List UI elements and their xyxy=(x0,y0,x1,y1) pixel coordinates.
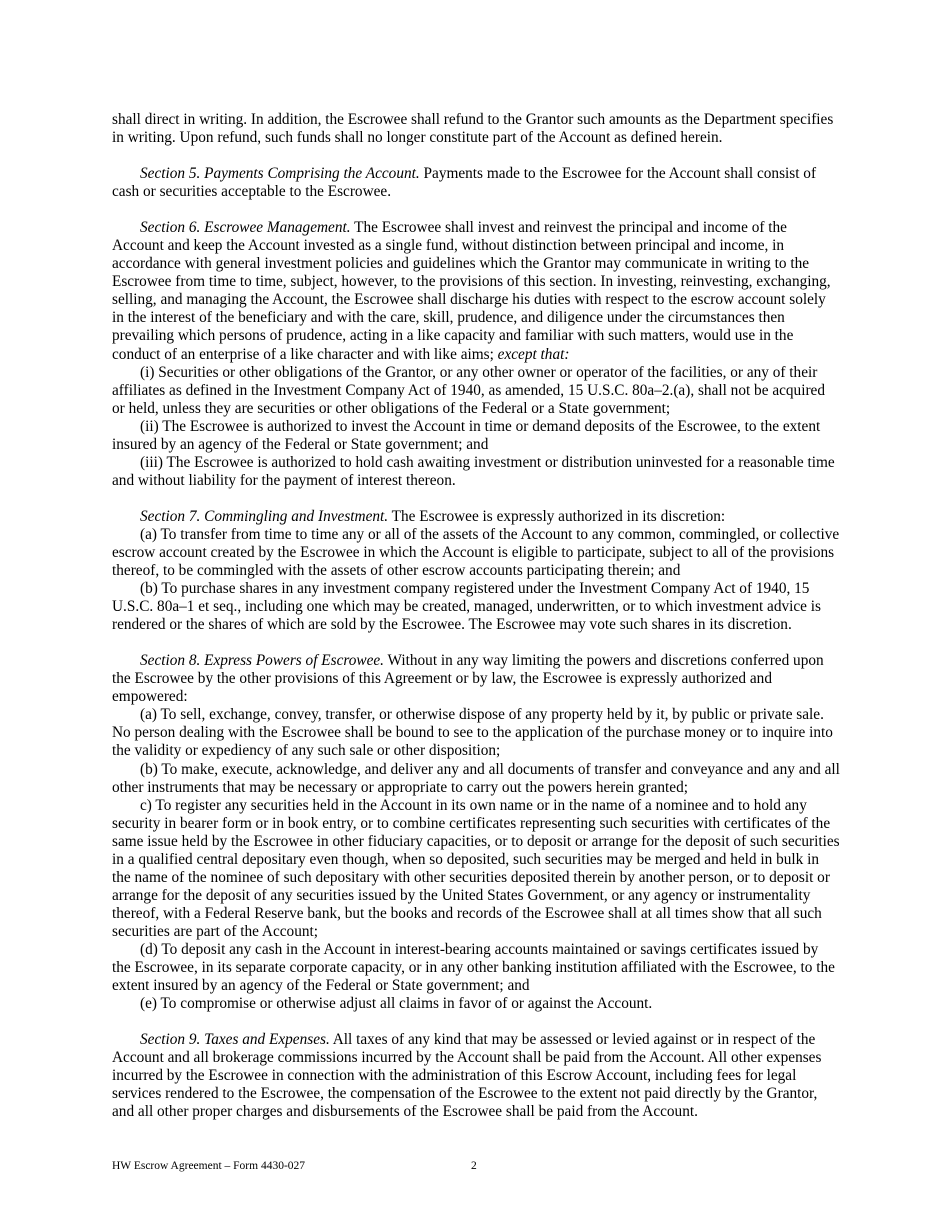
section-7-paragraph xyxy=(112,508,840,526)
section-6-body: The Escrowee shall invest and reinvest the principal and income of the Account and keep the Account invested as a single fund, without distinction between principal and income, in accordance with general investment policies and guidelines which the Grantor may communicate in writing to the Escrowee from time to time, subject, however, to the provisions of this section. In investing, reinvesting, exchanging, selling, and managing the Account, the Escrowee shall discharge his duties with respect to the escrow account solely in the interest of the beneficiary and with the care, skill, prudence, and diligence under the circumstances then prevailing which persons of prudence, acting in a like capacity and familiar with such matters, would use in the conduct of an enterprise of a like character and with like aims; xyxy=(112,219,831,363)
section-7-item: (a) To transfer from time to time any or all of the assets of the Account to any common, commingled, or collective escrow account created by the Escrowee in which the Account is eligible to participate, subject to all of the provisions thereof, to be commingled with the assets of other escrow accounts participating therein; and xyxy=(112,525,840,580)
section-7-item: (b) To purchase shares in any investment company registered under the Investment Company Act of 1940, 15 U.S.C. 80a–1 et seq., including one which may be created, managed, underwritten, or to which investment advice is rendered or the shares of which are sold by the Escrowee. The Escrowee may vote such shares in its discretion. xyxy=(112,580,821,634)
section-8-title: Section 8. Express Powers of Escrowee. xyxy=(140,652,384,670)
section-8-item: (d) To deposit any cash in the Account in interest-bearing accounts maintained or savings certificates issued by the Escrowee, in its separate corporate capacity, or in any other banking institution affiliated with the Escrowee, to the extent insured by an agency of the Federal or State government; and xyxy=(112,940,835,995)
section-6-item: (i) Securities or other obligations of the Grantor, or any other owner or operator of the facilities, or any of their affiliates as defined in the Investment Company Act of 1940, as amended, 15 U.S.C. 80a–2.(a), shall not be acquired or held, unless they are securities or other obligations of the Federal or a State government; xyxy=(112,363,825,417)
section-8-paragraph xyxy=(112,652,840,706)
section-6-title: Section 6. Escrowee Management. xyxy=(140,219,351,237)
section-6-except: except that: xyxy=(497,345,570,363)
document-page xyxy=(112,111,840,1121)
section-6-item: (iii) The Escrowee is authorized to hold cash awaiting investment or distribution uninvested for a reasonable time and without liability for the payment of interest thereon. xyxy=(112,453,835,489)
section-5-title: Section 5. Payments Comprising the Account. xyxy=(140,165,420,183)
section-9-title: Section 9. Taxes and Expenses. xyxy=(140,1031,330,1049)
footer-form-label: HW Escrow Agreement – Form 4430-027 xyxy=(112,1160,306,1172)
section-8-body: Without in any way limiting the powers and discretions conferred upon the Escrowee by the other provisions of this Agreement or by law, the Escrowee is expressly authorized and empowered: xyxy=(112,652,824,706)
section-8-item: (e) To compromise or otherwise adjust all claims in favor of or against the Account. xyxy=(140,995,653,1013)
section-9-paragraph xyxy=(112,1031,840,1121)
section-8-item: (a) To sell, exchange, convey, transfer, or otherwise dispose of any property held by it, by public or private sale. No person dealing with the Escrowee shall be bound to see to the application of the purchase money or to inquire into the validity or expediency of any such sale or other disposition; xyxy=(112,706,833,760)
section-7-title: Section 7. Commingling and Investment. xyxy=(140,507,389,525)
section-8-item: (b) To make, execute, acknowledge, and deliver any and all documents of transfer and conveyance and any and all other instruments that may be necessary or appropriate to carry out the powers herein granted; xyxy=(112,760,840,796)
footer-page-number: 2 xyxy=(471,1160,477,1172)
section-6-paragraph xyxy=(112,219,840,363)
section-7-body: The Escrowee is expressly authorized in its discretion: xyxy=(388,507,726,525)
section-9-body: All taxes of any kind that may be assessed or levied against or in respect of the Account and all brokerage commissions incurred by the Account shall be paid from the Account. All other expenses incurred by the Escrowee in connection with the administration of this Escrow Account, including fees for legal services rendered to the Escrowee, the compensation of the Escrowee to the extent not paid directly by the Grantor, and all other proper charges and disbursements of the Escrowee shall be paid from the Account. xyxy=(112,1031,822,1121)
section-8-item: c) To register any securities held in the Account in its own name or in the name of a nominee and to hold any security in bearer form or in book entry, or to combine certificates representing such securities with certificates of the same issue held by the Escrowee in other fiduciary capacities, or to deposit or arrange for the deposit of such securities in a qualified central depositary even though, when so deposited, such securities may be merged and held in bulk in the name of the nominee of such depositary with other securities deposited therein by another person, or to deposit or arrange for the deposit of any securities issued by the United States Government, or any agency or instrumentality thereof, with a Federal Reserve bank, but the books and records of the Escrowee shall at all times show that all such securities are part of the Account; xyxy=(112,796,840,940)
section-5-body: Payments made to the Escrowee for the Account shall consist of cash or securities acceptable to the Escrowee. xyxy=(112,165,817,201)
section-5-paragraph xyxy=(112,165,840,201)
section-6-item: (ii) The Escrowee is authorized to invest the Account in time or demand deposits of the Escrowee, to the extent insured by an agency of the Federal or State government; and xyxy=(112,417,821,453)
intro-paragraph: shall direct in writing. In addition, the Escrowee shall refund to the Grantor such amounts as the Department specifies in writing. Upon refund, such funds shall no longer constitute part of the Account as defined herein. xyxy=(112,111,834,147)
